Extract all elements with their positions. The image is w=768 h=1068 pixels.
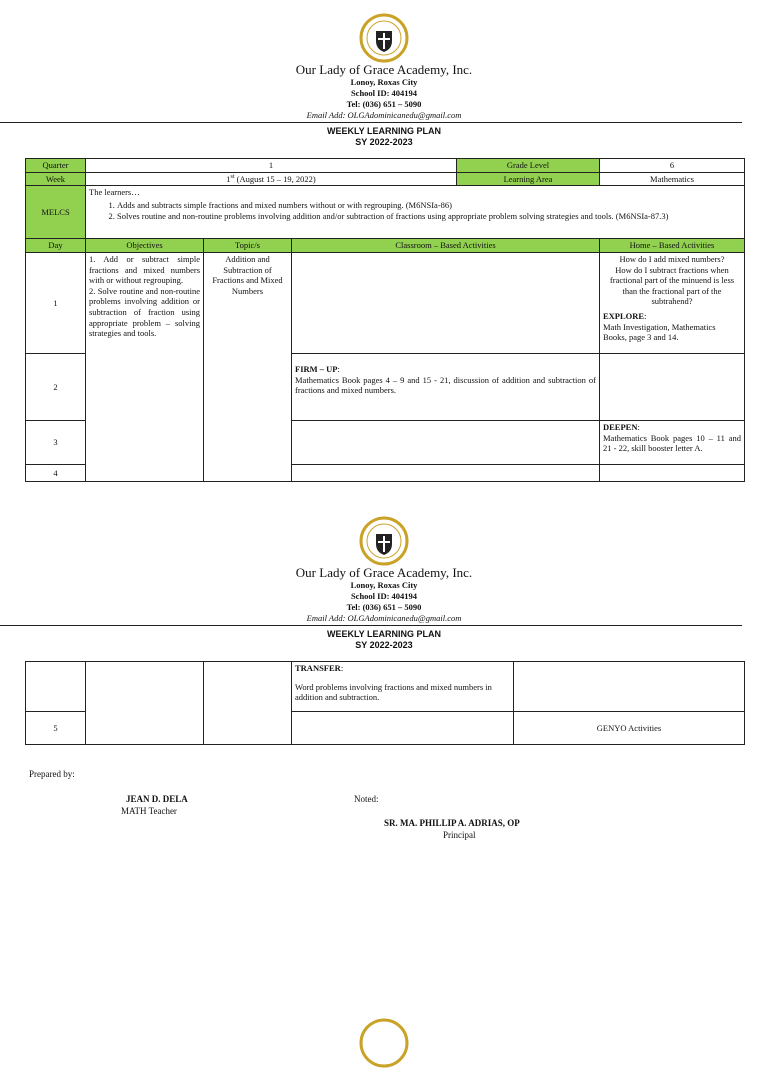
melcs-content <box>86 186 745 239</box>
objectives-cell-continued <box>86 662 204 745</box>
week-value: 1st (August 15 – 19, 2022) <box>86 172 457 186</box>
day2-classroom: FIRM – UP: Mathematics Book pages 4 – 9 and 15 - 21, discussion of addition and subtraction of fractions and mixed numbers. <box>292 353 600 420</box>
quarter-label: Quarter <box>26 159 86 173</box>
day3-home: DEEPEN: Mathematics Book pages 10 – 11 and 21 - 22, skill booster letter A. <box>600 420 745 464</box>
melcs-label: MELCS <box>26 186 86 239</box>
quarter-row <box>26 159 745 173</box>
day5-home: GENYO Activities <box>514 712 745 745</box>
day4-classroom <box>292 464 600 481</box>
firmup-text: Mathematics Book pages 4 – 9 and 15 - 21, discussion of addition and subtraction of fractions and mixed numbers. <box>295 374 596 396</box>
grade-label: Grade Level <box>457 159 600 173</box>
school-seal-icon <box>359 1018 409 1068</box>
week-row <box>26 172 745 186</box>
school-id: School ID: 404194 <box>350 88 418 98</box>
day-number: 2 <box>26 353 86 420</box>
col-day: Day <box>26 239 86 253</box>
day1-row <box>26 252 745 353</box>
day-number: 1 <box>26 252 86 353</box>
day-number: 5 <box>26 712 86 745</box>
learning-plan-table-continued <box>25 661 745 745</box>
melcs-list <box>89 200 741 221</box>
melcs-item: 2. Solves routine and non-routine problems involving addition and/or subtraction of fractions using appropriate problem solving strategies and tools. (M6NSIa-87.3) <box>117 211 741 222</box>
week-label: Week <box>26 172 86 186</box>
day5-classroom <box>292 712 514 745</box>
school-name: Our Lady of Grace Academy, Inc. <box>295 62 473 77</box>
school-year: SY 2022-2023 <box>355 640 413 650</box>
quarter-value: 1 <box>86 159 457 173</box>
school-address: Lonoy, Roxas City <box>350 77 418 87</box>
school-seal-icon <box>359 516 409 566</box>
transfer-classroom: TRANSFER: Word problems involving fractions and mixed numbers in addition and subtraction. <box>292 662 514 712</box>
school-address: Lonoy, Roxas City <box>350 580 418 590</box>
explore-label: EXPLORE <box>603 311 645 321</box>
prepared-by-label: Prepared by: <box>29 769 75 779</box>
day1-home: How do I add mixed numbers? How do I subtract fractions when fractional part of the minuend is less than the fractional part of the subtrahend? EXPLORE: Math Investigation, Mathematics Books, page 3 and 14. <box>600 252 745 353</box>
area-value: Mathematics <box>600 172 745 186</box>
day4-home <box>600 464 745 481</box>
deepen-text: Mathematics Book pages 10 – 11 and 21 - 22, skill booster letter A. <box>603 432 741 454</box>
day-number: 4 <box>26 464 86 481</box>
day2-home <box>600 353 745 420</box>
home-question: How do I subtract fractions when fractional part of the minuend is less than the fractional part of the subtrahend? <box>609 264 735 307</box>
plan-title: WEEKLY LEARNING PLAN <box>326 629 441 639</box>
teacher-role: MATH Teacher <box>121 806 177 816</box>
melcs-intro: The learners… <box>89 187 140 198</box>
column-header-row <box>26 239 745 253</box>
principal-role: Principal <box>443 830 476 840</box>
school-name: Our Lady of Grace Academy, Inc. <box>295 565 473 580</box>
day4-continued-row <box>26 662 745 712</box>
col-objectives: Objectives <box>86 239 204 253</box>
transfer-text: Word problems involving fractions and mixed numbers in addition and subtraction. <box>295 681 492 703</box>
day-number-blank <box>26 662 86 712</box>
melcs-row <box>26 186 745 239</box>
transfer-home <box>514 662 745 712</box>
school-seal-icon <box>359 13 409 63</box>
objectives-cell: 1. Add or subtract simple fractions and mixed numbers with or without regrouping. 2. Solve routine and non-routine problems involving addition or subtraction of fraction using appropriate problem – solving strategies and tools. <box>86 252 204 481</box>
teacher-name: JEAN D. DELA <box>126 794 188 804</box>
noted-label: Noted: <box>354 794 379 804</box>
header-divider <box>0 122 742 123</box>
col-classroom: Classroom – Based Activities <box>292 239 600 253</box>
grade-value: 6 <box>600 159 745 173</box>
day3-classroom <box>292 420 600 464</box>
plan-title: WEEKLY LEARNING PLAN <box>326 126 441 136</box>
day1-classroom <box>292 252 600 353</box>
learning-plan-table <box>25 158 745 482</box>
transfer-label: TRANSFER <box>295 663 341 673</box>
col-topics: Topic/s <box>204 239 292 253</box>
deepen-label: DEEPEN <box>603 421 638 432</box>
day-number: 3 <box>26 420 86 464</box>
explore-text: Math Investigation, Mathematics Books, page 3 and 14. <box>603 321 716 343</box>
home-question: How do I add mixed numbers? <box>619 253 725 264</box>
school-tel: Tel: (036) 651 – 5090 <box>346 602 422 612</box>
area-label: Learning Area <box>457 172 600 186</box>
school-tel: Tel: (036) 651 – 5090 <box>346 99 422 109</box>
topics-cell-continued <box>204 662 292 745</box>
header-divider <box>0 625 742 626</box>
topics-cell: Addition and Subtraction of Fractions and Mixed Numbers <box>204 252 292 481</box>
melcs-item: 1. Adds and subtracts simple fractions and mixed numbers without or with regrouping. (M6NSIa-86) <box>117 200 741 211</box>
school-email: Email Add: OLGAdominicanedu@gmail.com <box>306 613 462 623</box>
principal-name: SR. MA. PHILLIP A. ADRIAS, OP <box>384 818 520 828</box>
school-year: SY 2022-2023 <box>355 137 413 147</box>
firmup-label: FIRM – UP <box>295 363 338 374</box>
school-id: School ID: 404194 <box>350 591 418 601</box>
school-email: Email Add: OLGAdominicanedu@gmail.com <box>306 110 462 120</box>
col-home: Home – Based Activities <box>600 239 745 253</box>
